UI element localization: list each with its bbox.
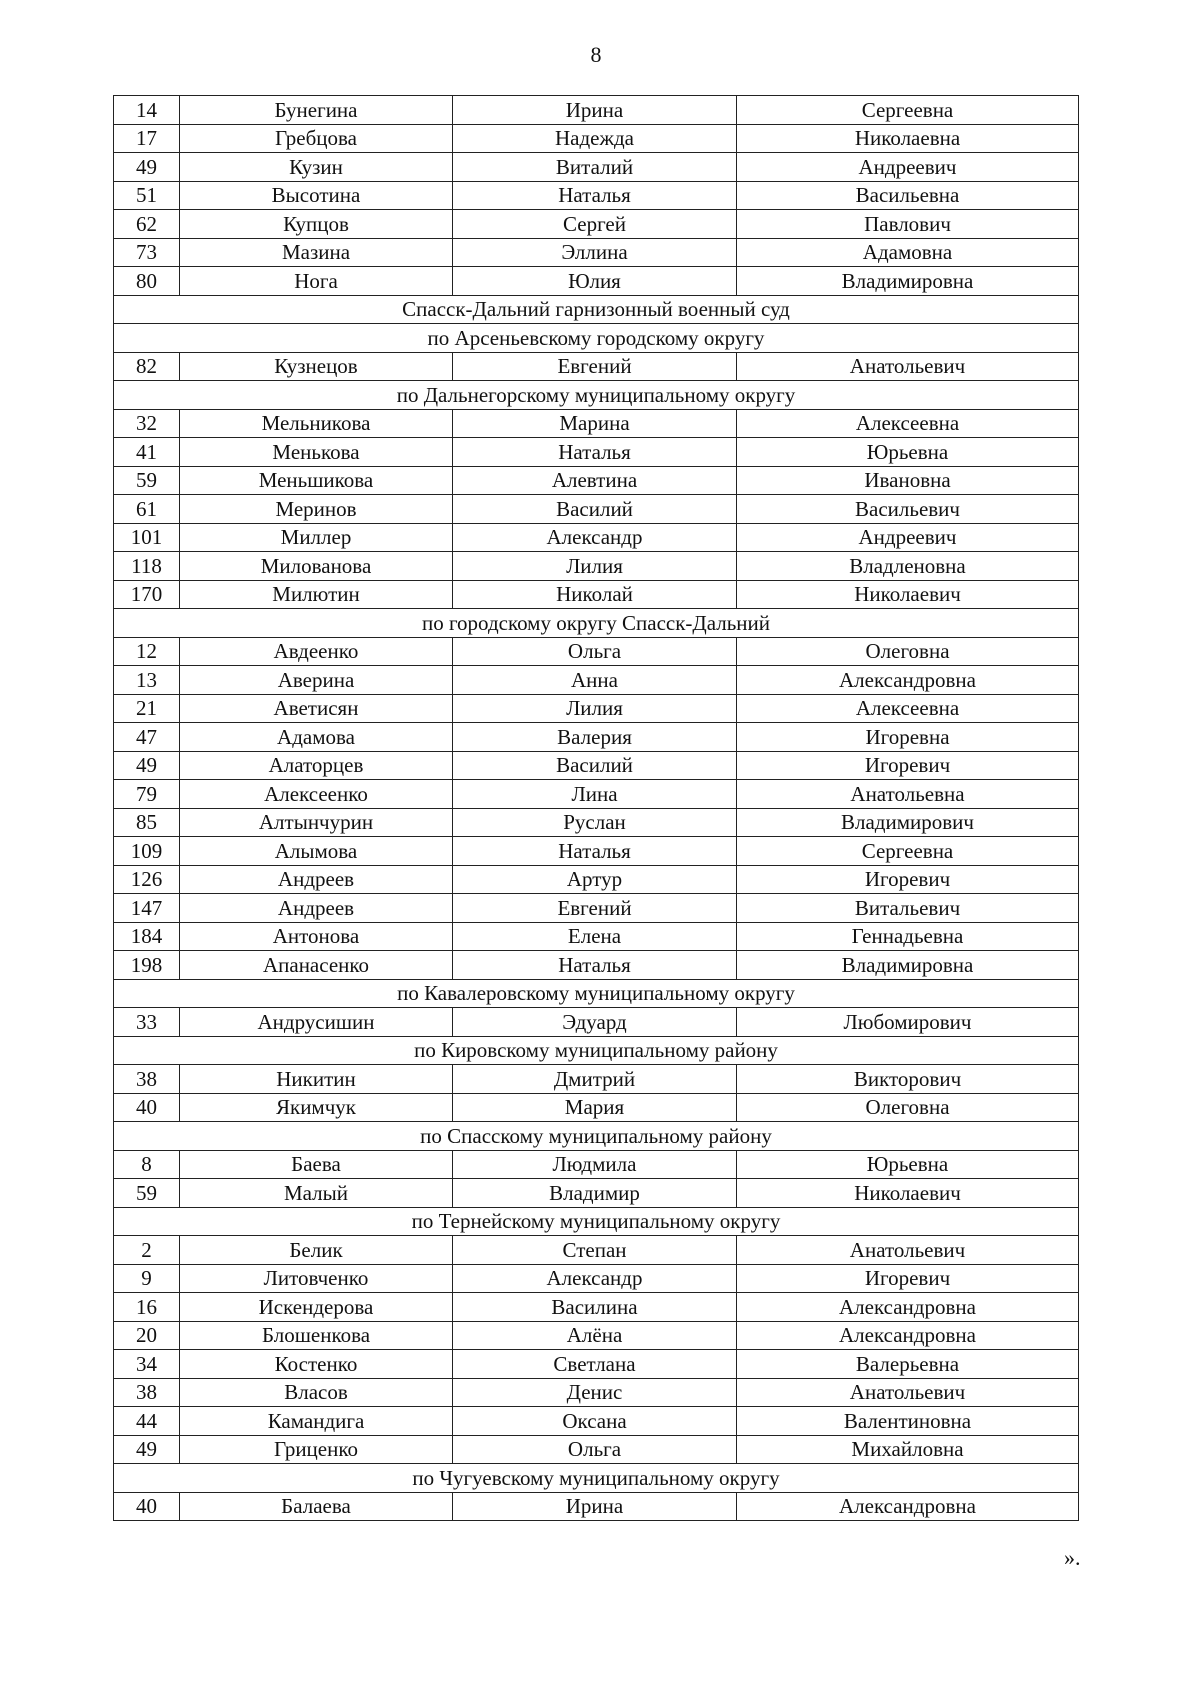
patronymic-cell: Александровна — [737, 1492, 1079, 1521]
table-row — [114, 666, 1079, 695]
patronymic-cell: Михайловна — [737, 1435, 1079, 1464]
surname-cell: Блошенкова — [180, 1321, 453, 1350]
first-name-cell: Марина — [453, 409, 737, 438]
surname-cell: Алексеенко — [180, 780, 453, 809]
surname-cell: Андрусишин — [180, 1008, 453, 1037]
row-number: 80 — [114, 267, 180, 296]
table-row — [114, 1179, 1079, 1208]
surname-cell: Алымова — [180, 837, 453, 866]
surname-cell: Андреев — [180, 894, 453, 923]
first-name-cell: Виталий — [453, 153, 737, 182]
row-number: 49 — [114, 153, 180, 182]
patronymic-cell: Сергеевна — [737, 96, 1079, 125]
patronymic-cell: Анатольевич — [737, 352, 1079, 381]
patronymic-cell: Андреевич — [737, 523, 1079, 552]
section-heading: по Арсеньевскому городскому округу — [114, 324, 1079, 353]
patronymic-cell: Владимировна — [737, 267, 1079, 296]
row-number: 51 — [114, 181, 180, 210]
first-name-cell: Степан — [453, 1236, 737, 1265]
section-heading: по Чугуевскому муниципальному округу — [114, 1464, 1079, 1493]
section-heading: по Кавалеровскому муниципальному округу — [114, 979, 1079, 1008]
row-number: 20 — [114, 1321, 180, 1350]
row-number: 198 — [114, 951, 180, 980]
section-heading-row — [114, 979, 1079, 1008]
first-name-cell: Владимир — [453, 1179, 737, 1208]
table-row — [114, 1293, 1079, 1322]
first-name-cell: Ольга — [453, 1435, 737, 1464]
surname-cell: Миллер — [180, 523, 453, 552]
surname-cell: Высотина — [180, 181, 453, 210]
first-name-cell: Наталья — [453, 181, 737, 210]
table-row — [114, 210, 1079, 239]
patronymic-cell: Владимирович — [737, 808, 1079, 837]
first-name-cell: Мария — [453, 1093, 737, 1122]
first-name-cell: Алевтина — [453, 466, 737, 495]
row-number: 17 — [114, 124, 180, 153]
first-name-cell: Лилия — [453, 694, 737, 723]
row-number: 61 — [114, 495, 180, 524]
table-row — [114, 1008, 1079, 1037]
table-row — [114, 865, 1079, 894]
section-heading-row — [114, 1036, 1079, 1065]
first-name-cell: Наталья — [453, 951, 737, 980]
first-name-cell: Василий — [453, 495, 737, 524]
row-number: 101 — [114, 523, 180, 552]
patronymic-cell: Витальевич — [737, 894, 1079, 923]
first-name-cell: Руслан — [453, 808, 737, 837]
section-heading-row — [114, 295, 1079, 324]
first-name-cell: Николай — [453, 580, 737, 609]
surname-cell: Менькова — [180, 438, 453, 467]
surname-cell: Гриценко — [180, 1435, 453, 1464]
section-heading: по Дальнегорскому муниципальному округу — [114, 381, 1079, 410]
table-row — [114, 780, 1079, 809]
table-row — [114, 723, 1079, 752]
row-number: 32 — [114, 409, 180, 438]
surname-cell: Балаева — [180, 1492, 453, 1521]
surname-cell: Кузин — [180, 153, 453, 182]
patronymic-cell: Валерьевна — [737, 1350, 1079, 1379]
row-number: 9 — [114, 1264, 180, 1293]
patronymic-cell: Олеговна — [737, 1093, 1079, 1122]
patronymic-cell: Игоревич — [737, 751, 1079, 780]
surname-cell: Никитин — [180, 1065, 453, 1094]
patronymic-cell: Игоревич — [737, 865, 1079, 894]
row-number: 33 — [114, 1008, 180, 1037]
first-name-cell: Александр — [453, 523, 737, 552]
patronymic-cell: Васильевна — [737, 181, 1079, 210]
table-row — [114, 1093, 1079, 1122]
patronymic-cell: Васильевич — [737, 495, 1079, 524]
table-row — [114, 837, 1079, 866]
surname-cell: Камандига — [180, 1407, 453, 1436]
row-number: 170 — [114, 580, 180, 609]
first-name-cell: Алёна — [453, 1321, 737, 1350]
table-row — [114, 124, 1079, 153]
patronymic-cell: Анатольевич — [737, 1378, 1079, 1407]
patronymic-cell: Юрьевна — [737, 1150, 1079, 1179]
row-number: 62 — [114, 210, 180, 239]
first-name-cell: Александр — [453, 1264, 737, 1293]
patronymic-cell: Николаевна — [737, 124, 1079, 153]
table-row — [114, 466, 1079, 495]
patronymic-cell: Геннадьевна — [737, 922, 1079, 951]
table-row — [114, 267, 1079, 296]
surname-cell: Андреев — [180, 865, 453, 894]
table-row — [114, 922, 1079, 951]
table-row — [114, 1150, 1079, 1179]
surname-cell: Алаторцев — [180, 751, 453, 780]
table-row — [114, 181, 1079, 210]
section-heading: Спасск-Дальний гарнизонный военный суд — [114, 295, 1079, 324]
patronymic-cell: Ивановна — [737, 466, 1079, 495]
table-row — [114, 552, 1079, 581]
first-name-cell: Людмила — [453, 1150, 737, 1179]
first-name-cell: Анна — [453, 666, 737, 695]
patronymic-cell: Алексеевна — [737, 694, 1079, 723]
surname-cell: Меньшикова — [180, 466, 453, 495]
first-name-cell: Валерия — [453, 723, 737, 752]
section-heading: по Тернейскому муниципальному округу — [114, 1207, 1079, 1236]
surname-cell: Искендерова — [180, 1293, 453, 1322]
patronymic-cell: Викторович — [737, 1065, 1079, 1094]
first-name-cell: Лилия — [453, 552, 737, 581]
row-number: 59 — [114, 466, 180, 495]
surname-cell: Гребцова — [180, 124, 453, 153]
patronymic-cell: Юрьевна — [737, 438, 1079, 467]
table-row — [114, 1236, 1079, 1265]
first-name-cell: Дмитрий — [453, 1065, 737, 1094]
surname-cell: Нога — [180, 267, 453, 296]
first-name-cell: Светлана — [453, 1350, 737, 1379]
table-row — [114, 1264, 1079, 1293]
first-name-cell: Евгений — [453, 352, 737, 381]
first-name-cell: Эдуард — [453, 1008, 737, 1037]
row-number: 126 — [114, 865, 180, 894]
section-heading-row — [114, 609, 1079, 638]
patronymic-cell: Любомирович — [737, 1008, 1079, 1037]
first-name-cell: Надежда — [453, 124, 737, 153]
table-row — [114, 96, 1079, 125]
first-name-cell: Евгений — [453, 894, 737, 923]
row-number: 40 — [114, 1093, 180, 1122]
page-number: 8 — [590, 42, 602, 67]
section-heading-row — [114, 381, 1079, 410]
row-number: 85 — [114, 808, 180, 837]
table-row — [114, 751, 1079, 780]
row-number: 184 — [114, 922, 180, 951]
first-name-cell: Наталья — [453, 438, 737, 467]
first-name-cell: Наталья — [453, 837, 737, 866]
surname-cell: Костенко — [180, 1350, 453, 1379]
first-name-cell: Ольга — [453, 637, 737, 666]
row-number: 16 — [114, 1293, 180, 1322]
table-row — [114, 1435, 1079, 1464]
closing-quote-mark: ». — [1064, 1545, 1081, 1570]
row-number: 21 — [114, 694, 180, 723]
surname-cell: Антонова — [180, 922, 453, 951]
surname-cell: Купцов — [180, 210, 453, 239]
section-heading: по Спасскому муниципальному району — [114, 1122, 1079, 1151]
table-row — [114, 495, 1079, 524]
patronymic-cell: Игоревич — [737, 1264, 1079, 1293]
first-name-cell: Елена — [453, 922, 737, 951]
surname-cell: Власов — [180, 1378, 453, 1407]
surname-cell: Аверина — [180, 666, 453, 695]
patronymic-cell: Павлович — [737, 210, 1079, 239]
row-number: 8 — [114, 1150, 180, 1179]
table-row — [114, 523, 1079, 552]
surname-cell: Бунегина — [180, 96, 453, 125]
row-number: 79 — [114, 780, 180, 809]
patronymic-cell: Николаевич — [737, 1179, 1079, 1208]
section-heading-row — [114, 1122, 1079, 1151]
row-number: 82 — [114, 352, 180, 381]
first-name-cell: Юлия — [453, 267, 737, 296]
first-name-cell: Оксана — [453, 1407, 737, 1436]
row-number: 38 — [114, 1065, 180, 1094]
table-row — [114, 1492, 1079, 1521]
first-name-cell: Денис — [453, 1378, 737, 1407]
table-row — [114, 894, 1079, 923]
patronymic-cell: Валентиновна — [737, 1407, 1079, 1436]
registry-table — [113, 95, 1079, 1521]
table-row — [114, 438, 1079, 467]
section-heading: по городскому округу Спасск-Дальний — [114, 609, 1079, 638]
table-row — [114, 153, 1079, 182]
patronymic-cell: Анатольевич — [737, 1236, 1079, 1265]
patronymic-cell: Сергеевна — [737, 837, 1079, 866]
table-row — [114, 352, 1079, 381]
surname-cell: Адамова — [180, 723, 453, 752]
surname-cell: Меринов — [180, 495, 453, 524]
patronymic-cell: Алексеевна — [737, 409, 1079, 438]
row-number: 47 — [114, 723, 180, 752]
first-name-cell: Василий — [453, 751, 737, 780]
surname-cell: Литовченко — [180, 1264, 453, 1293]
patronymic-cell: Владимировна — [737, 951, 1079, 980]
table-row — [114, 808, 1079, 837]
row-number: 49 — [114, 751, 180, 780]
surname-cell: Мельникова — [180, 409, 453, 438]
row-number: 59 — [114, 1179, 180, 1208]
surname-cell: Кузнецов — [180, 352, 453, 381]
row-number: 109 — [114, 837, 180, 866]
patronymic-cell: Адамовна — [737, 238, 1079, 267]
table-row — [114, 1350, 1079, 1379]
row-number: 49 — [114, 1435, 180, 1464]
table-row — [114, 1378, 1079, 1407]
table-row — [114, 951, 1079, 980]
patronymic-cell: Александровна — [737, 1321, 1079, 1350]
row-number: 2 — [114, 1236, 180, 1265]
table-row — [114, 1321, 1079, 1350]
table-row — [114, 1407, 1079, 1436]
patronymic-cell: Александровна — [737, 666, 1079, 695]
table-row — [114, 694, 1079, 723]
row-number: 34 — [114, 1350, 180, 1379]
row-number: 41 — [114, 438, 180, 467]
row-number: 13 — [114, 666, 180, 695]
surname-cell: Малый — [180, 1179, 453, 1208]
row-number: 14 — [114, 96, 180, 125]
first-name-cell: Лина — [453, 780, 737, 809]
patronymic-cell: Олеговна — [737, 637, 1079, 666]
patronymic-cell: Андреевич — [737, 153, 1079, 182]
row-number: 40 — [114, 1492, 180, 1521]
first-name-cell: Артур — [453, 865, 737, 894]
surname-cell: Баева — [180, 1150, 453, 1179]
patronymic-cell: Александровна — [737, 1293, 1079, 1322]
first-name-cell: Ирина — [453, 1492, 737, 1521]
section-heading-row — [114, 324, 1079, 353]
surname-cell: Мазина — [180, 238, 453, 267]
patronymic-cell: Игоревна — [737, 723, 1079, 752]
patronymic-cell: Николаевич — [737, 580, 1079, 609]
patronymic-cell: Анатольевна — [737, 780, 1079, 809]
row-number: 118 — [114, 552, 180, 581]
table-row — [114, 409, 1079, 438]
first-name-cell: Ирина — [453, 96, 737, 125]
table-row — [114, 580, 1079, 609]
surname-cell: Белик — [180, 1236, 453, 1265]
first-name-cell: Василина — [453, 1293, 737, 1322]
row-number: 73 — [114, 238, 180, 267]
surname-cell: Аветисян — [180, 694, 453, 723]
row-number: 12 — [114, 637, 180, 666]
section-heading: по Кировскому муниципальному району — [114, 1036, 1079, 1065]
surname-cell: Авдеенко — [180, 637, 453, 666]
section-heading-row — [114, 1207, 1079, 1236]
registry-table-body — [114, 96, 1079, 1521]
surname-cell: Якимчук — [180, 1093, 453, 1122]
surname-cell: Апанасенко — [180, 951, 453, 980]
first-name-cell: Эллина — [453, 238, 737, 267]
row-number: 147 — [114, 894, 180, 923]
surname-cell: Милютин — [180, 580, 453, 609]
row-number: 38 — [114, 1378, 180, 1407]
table-row — [114, 637, 1079, 666]
surname-cell: Алтынчурин — [180, 808, 453, 837]
surname-cell: Милованова — [180, 552, 453, 581]
table-row — [114, 1065, 1079, 1094]
table-row — [114, 238, 1079, 267]
patronymic-cell: Владленовна — [737, 552, 1079, 581]
section-heading-row — [114, 1464, 1079, 1493]
row-number: 44 — [114, 1407, 180, 1436]
first-name-cell: Сергей — [453, 210, 737, 239]
